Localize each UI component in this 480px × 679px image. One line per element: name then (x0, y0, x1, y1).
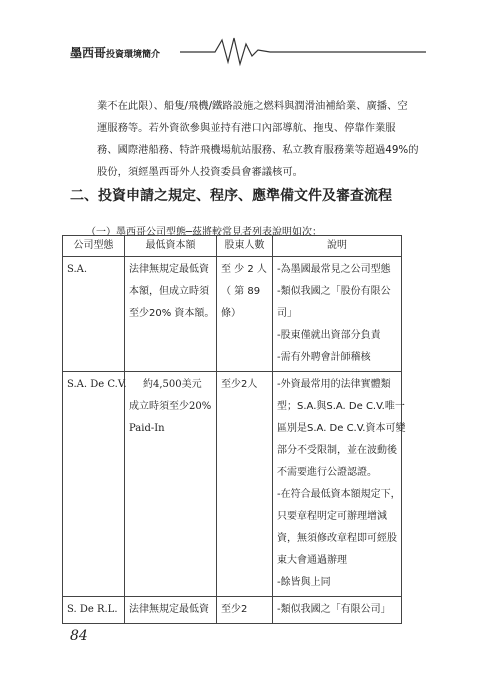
table-header-row (63, 236, 402, 257)
header-title (70, 44, 160, 61)
cell-shareholders: 至少2人 (217, 372, 273, 597)
company-types-table (62, 235, 406, 624)
cell-shareholders: 至 少 2 人 （ 第 89 條） (217, 257, 273, 372)
section-heading: 二、投資申請之規定、程序、應準備文件及審查流程 (70, 188, 392, 204)
intro-paragraph (97, 95, 427, 183)
col-header-capital: 最低資本額 (125, 236, 217, 257)
cell-type: S. De R.L. (63, 597, 125, 624)
header-title-sub: 投資環境簡介 (106, 50, 161, 60)
cell-capital: 法律無規定最低資 本額，但成立時須 至少20% 資本額。 (125, 257, 217, 372)
intro-line: 股份，須經墨西哥外人投資委員會審議核可。 (97, 166, 303, 178)
table-row (63, 372, 402, 597)
cell-description: -為墨國最常見之公司型態 -類似我國之「股份有限公 司」 -股東僅就出資部分負責 -需有外聘會計師稽核 (273, 257, 402, 372)
cell-capital: 約4,500美元 成立時須至少20% Paid-In (125, 372, 217, 597)
table-row (63, 597, 402, 624)
cell-capital: 法律無規定最低資 (125, 597, 217, 624)
cell-type: S.A. (63, 257, 125, 372)
table-caption: （一）墨西哥公司型態─茲將較常見者列表說明如次： (86, 227, 323, 238)
col-header-description: 說明 (273, 236, 402, 257)
col-header-shareholders: 股東人數 (217, 236, 273, 257)
header-title-main: 墨西哥 (70, 46, 107, 60)
intro-line: 業不在此限）、船隻/飛機/鐵路設施之燃料與潤滑油補給業、廣播、空 (97, 100, 408, 112)
page-number: 84 (70, 628, 88, 644)
cell-shareholders: 至少2 (217, 597, 273, 624)
cell-description: -外資最常用的法律實體類 型；S.A.與S.A. De C.V.唯一 區別是S.A. De C.V.資本可變 部分不受限制，並在波動後 不需要進行公證認證。 -在符合最低資本額規定下， 只要章程明定可辦理增減 資，無須修改章程即可經股 東大會通過辦理 -餘皆與上同 (273, 372, 402, 597)
table-row (63, 257, 402, 372)
col-header-type: 公司型態 (63, 236, 125, 257)
intro-line: 運服務等。若外資欲參與並持有港口內部導航、拖曳、停靠作業服 (97, 122, 396, 134)
cell-type: S.A. De C.V. (63, 372, 125, 597)
intro-line: 務、國際港船務、特許飛機場航站服務、私立教育服務業等超過49%的 (97, 144, 419, 156)
cell-description: -類似我國之「有限公司」 (273, 597, 402, 624)
